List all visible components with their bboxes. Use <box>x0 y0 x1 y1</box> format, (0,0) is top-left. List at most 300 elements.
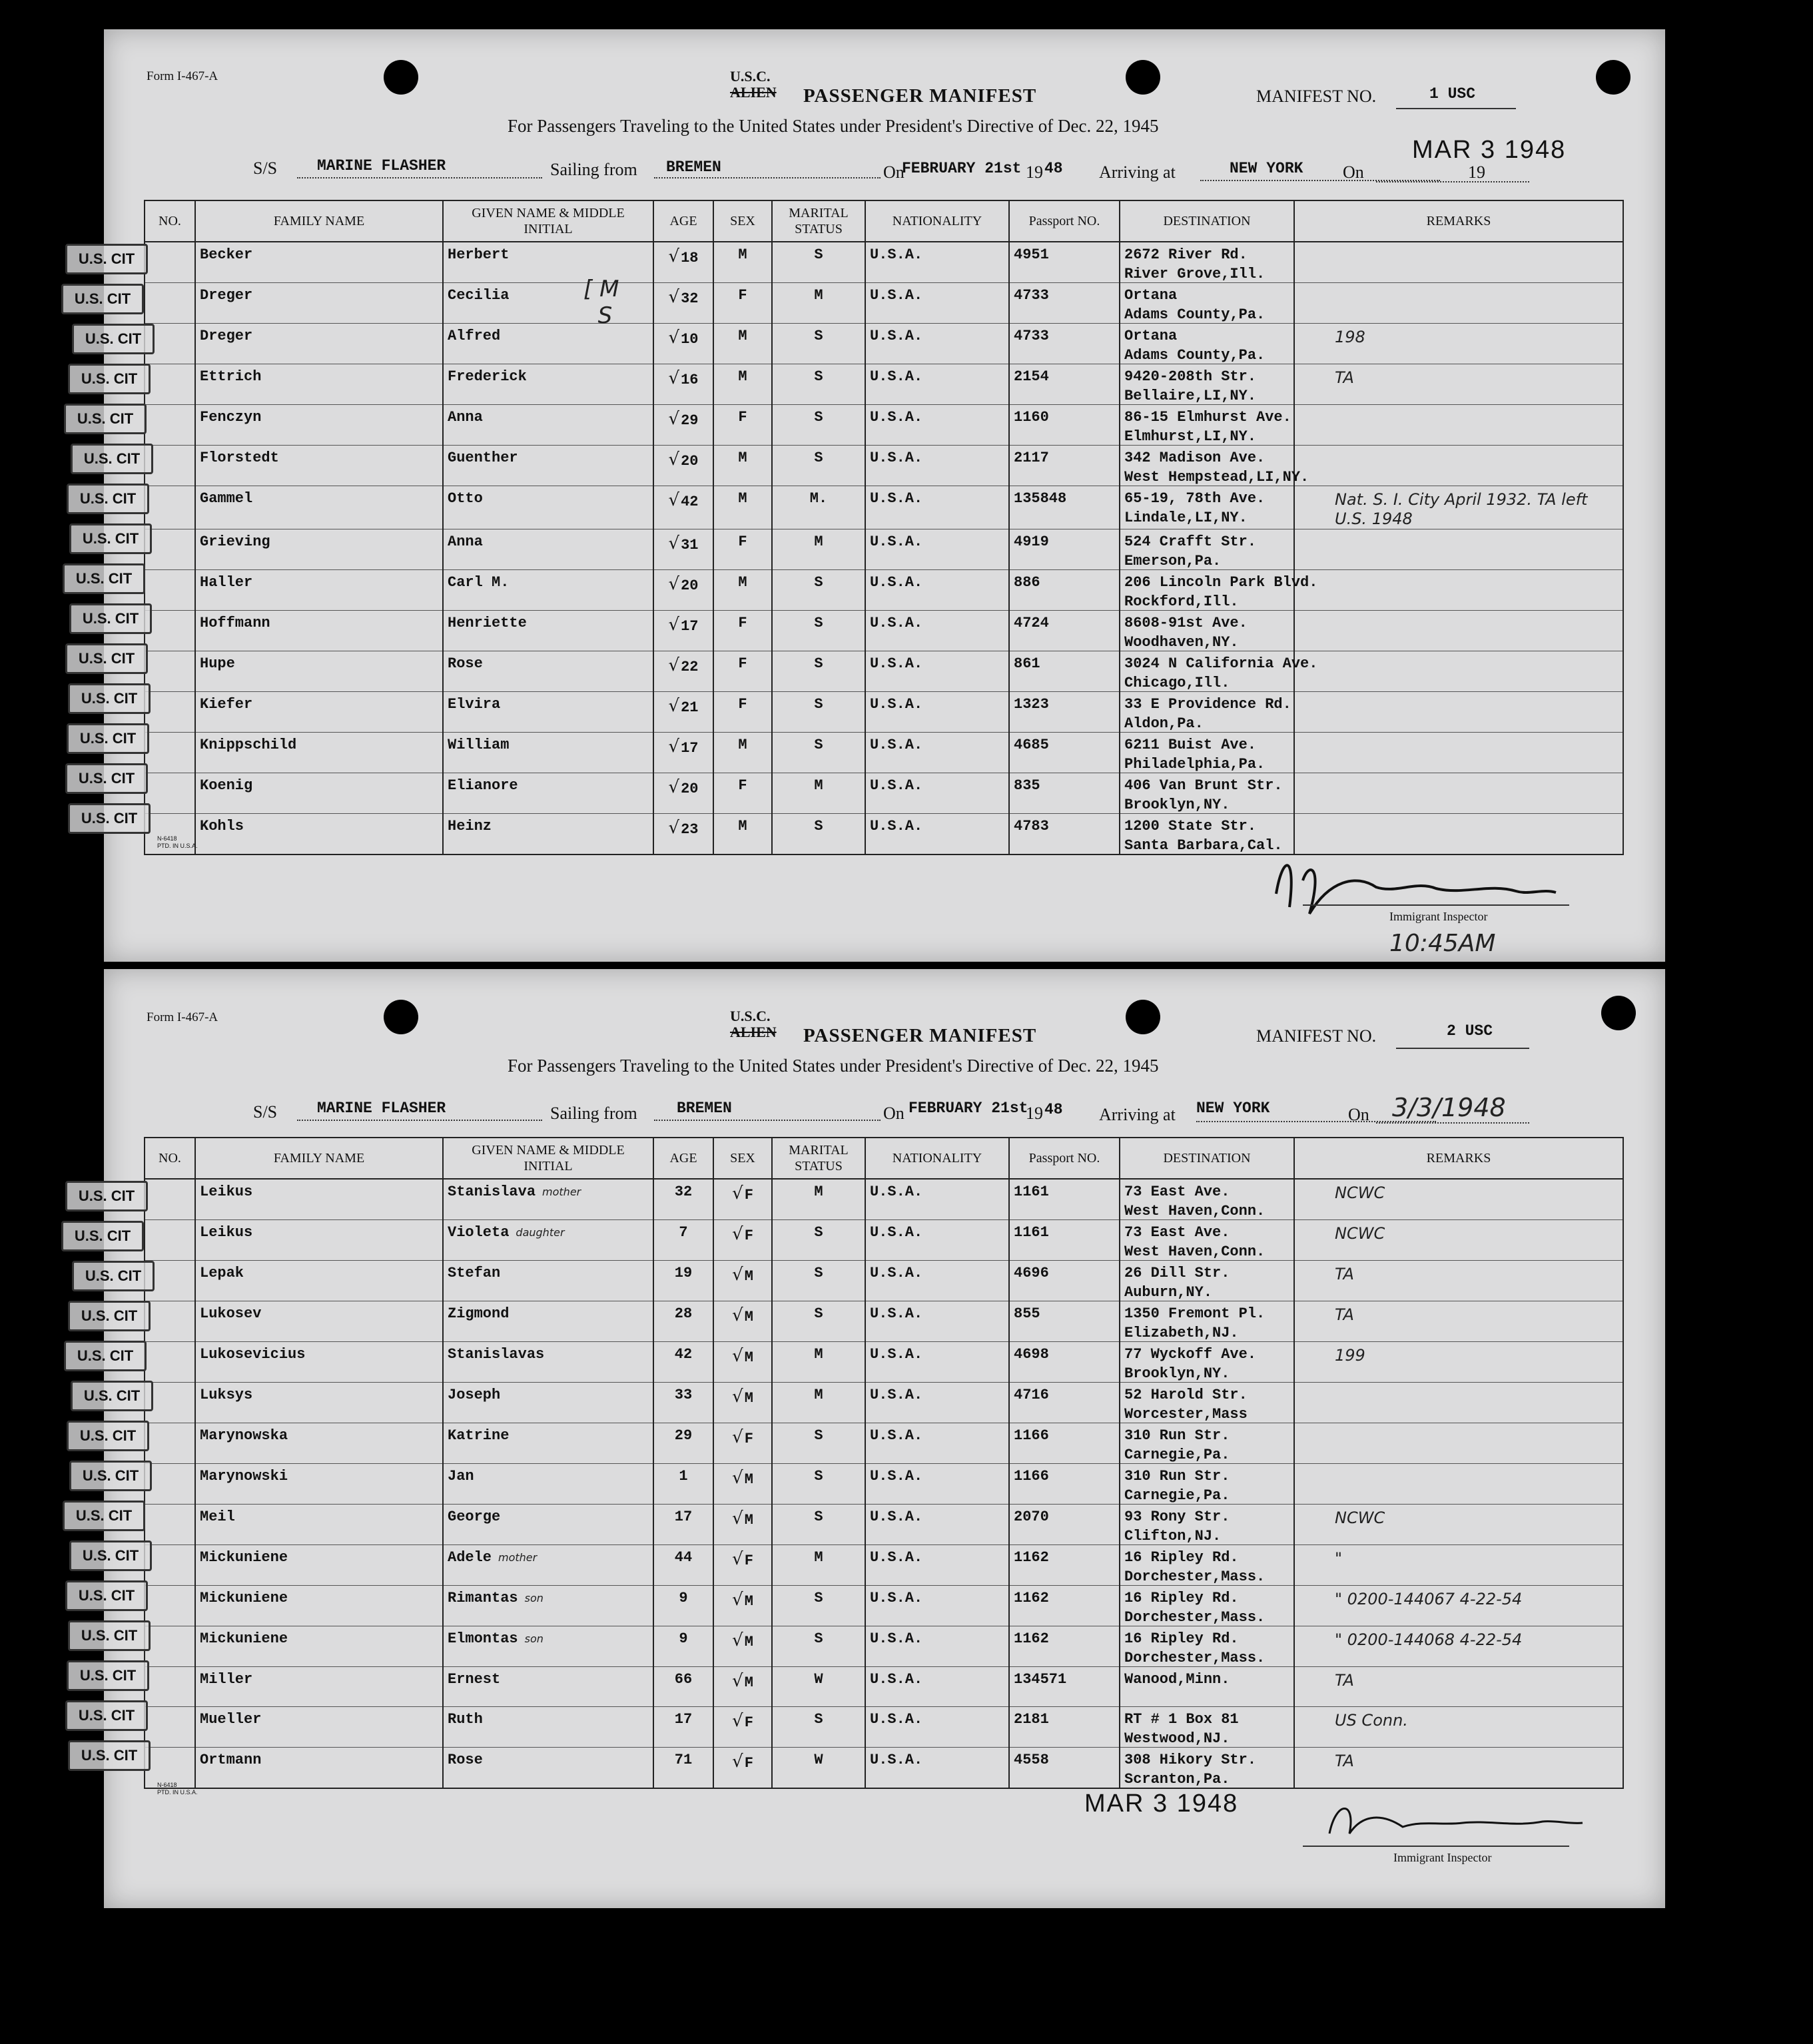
given-name <box>443 651 653 692</box>
given-name-text: George <box>448 1509 501 1525</box>
destination-line-2: Carnegie,Pa. <box>1124 1447 1230 1463</box>
destination <box>1120 611 1294 651</box>
nationality: U.S.A. <box>865 570 1009 611</box>
no-cell <box>145 1545 195 1586</box>
destination-line-1: Ortana <box>1124 287 1178 304</box>
destination-line-2: Elizabeth,NJ. <box>1124 1325 1239 1341</box>
given-name-text: Stanislavas <box>448 1346 545 1363</box>
passport-no: 855 <box>1009 1301 1120 1342</box>
check-mark-icon: √ <box>732 1346 743 1366</box>
marital-status: S <box>772 405 865 446</box>
no-cell <box>145 1707 195 1748</box>
age <box>653 1301 713 1342</box>
no-cell <box>145 364 195 405</box>
age <box>653 1586 713 1626</box>
table-header-row <box>145 200 1623 242</box>
sex-value: F <box>744 1714 753 1731</box>
sex-value: M <box>738 450 747 466</box>
family-name: Kiefer <box>195 692 443 733</box>
family-name: Kohls <box>195 814 443 855</box>
citizen-stamp: U.S. CIT <box>65 1580 148 1611</box>
ship-line <box>297 177 542 178</box>
nationality: U.S.A. <box>865 773 1009 814</box>
age-value: 42 <box>674 1346 693 1363</box>
destination <box>1120 529 1294 570</box>
given-name <box>443 773 653 814</box>
citizen-stamp: U.S. CIT <box>65 244 148 274</box>
arriving-at: NEW YORK <box>1230 160 1303 177</box>
marital-status: S <box>772 1301 865 1342</box>
age <box>653 1179 713 1220</box>
check-mark-icon: √ <box>732 1305 743 1325</box>
passport-no: 4733 <box>1009 324 1120 364</box>
destination-line-1: 1200 State Str. <box>1124 818 1257 835</box>
given-name <box>443 1505 653 1545</box>
sex <box>713 1545 772 1586</box>
marital-status: S <box>772 1586 865 1626</box>
marital-status: S <box>772 446 865 486</box>
table-row <box>145 1626 1623 1667</box>
year-prefix: 19 <box>1026 163 1043 182</box>
sex <box>713 1626 772 1667</box>
citizen-stamp: U.S. CIT <box>67 723 149 754</box>
age-value: 17 <box>674 1509 693 1525</box>
nationality: U.S.A. <box>865 1586 1009 1626</box>
sex-value: F <box>738 409 747 426</box>
citizen-stamp: U.S. CIT <box>63 563 145 594</box>
nationality: U.S.A. <box>865 283 1009 324</box>
destination-line-2: Adams County,Pa. <box>1124 347 1266 364</box>
on-label: On <box>883 163 905 182</box>
family-name: Ettrich <box>195 364 443 405</box>
destination-line-2: Scranton,Pa. <box>1124 1771 1230 1788</box>
table-row <box>145 1383 1623 1423</box>
family-name: Hoffmann <box>195 611 443 651</box>
relation-note: son <box>524 1632 544 1645</box>
sex <box>713 611 772 651</box>
given-name <box>443 364 653 405</box>
remarks-text: TA <box>1335 1671 1354 1690</box>
passport-no: 1162 <box>1009 1545 1120 1586</box>
sailing-from: BREMEN <box>677 1100 732 1117</box>
remarks-text: NCWC <box>1335 1224 1385 1243</box>
sex-value: M <box>744 1349 753 1366</box>
age-value: 7 <box>679 1224 688 1241</box>
sex-value: M <box>738 328 747 344</box>
inspector-signature <box>1303 1794 1609 1847</box>
sex-value: M <box>744 1512 753 1529</box>
age-value: 1 <box>679 1468 688 1485</box>
age <box>653 324 713 364</box>
given-name-text: Henriette <box>448 615 527 631</box>
passport-no: 4716 <box>1009 1383 1120 1423</box>
nationality: U.S.A. <box>865 1423 1009 1464</box>
family-name: Dreger <box>195 324 443 364</box>
marital-status: S <box>772 733 865 773</box>
citizen-stamp: U.S. CIT <box>69 1461 152 1491</box>
given-name <box>443 733 653 773</box>
no-cell <box>145 1179 195 1220</box>
remarks <box>1294 570 1623 611</box>
citizen-stamp: U.S. CIT <box>68 1740 151 1771</box>
arriving-label: Arriving at <box>1099 1105 1176 1124</box>
given-name-text: Stanislava <box>448 1184 536 1200</box>
age <box>653 1220 713 1261</box>
marital-status: W <box>772 1748 865 1789</box>
given-name <box>443 1626 653 1667</box>
citizen-stamp: U.S. CIT <box>67 484 149 514</box>
sex-value: M <box>744 1309 753 1325</box>
given-name <box>443 1545 653 1586</box>
table-row <box>145 733 1623 773</box>
citizen-stamp: U.S. CIT <box>64 404 147 434</box>
sex-value: M <box>738 818 747 835</box>
family-name: Leikus <box>195 1179 443 1220</box>
nationality: U.S.A. <box>865 1707 1009 1748</box>
destination-line-2: Clifton,NJ. <box>1124 1528 1222 1544</box>
sex <box>713 283 772 324</box>
sex-value: F <box>744 1431 753 1447</box>
destination-line-2: Brooklyn,NY. <box>1124 797 1230 813</box>
sex-value: F <box>744 1187 753 1203</box>
destination <box>1120 1505 1294 1545</box>
nationality: U.S.A. <box>865 1301 1009 1342</box>
nationality: U.S.A. <box>865 1383 1009 1423</box>
sex <box>713 529 772 570</box>
destination <box>1120 1667 1294 1707</box>
remarks <box>1294 1342 1623 1383</box>
citizen-stamp: U.S. CIT <box>72 324 155 354</box>
sex-value: F <box>738 655 747 672</box>
sex <box>713 692 772 733</box>
given-name <box>443 1586 653 1626</box>
column-header: Passport NO. <box>1009 1138 1120 1179</box>
destination-line-1: Wanood,Minn. <box>1124 1671 1230 1688</box>
family-name: Florstedt <box>195 446 443 486</box>
check-mark-icon: √ <box>732 1224 743 1244</box>
destination-line-1: Ortana <box>1124 328 1178 344</box>
citizen-stamp: U.S. CIT <box>71 444 153 474</box>
check-mark-icon: √ <box>668 328 680 348</box>
remarks <box>1294 1383 1623 1423</box>
check-mark-icon: √ <box>668 615 680 635</box>
given-name-text: Frederick <box>448 368 527 385</box>
manifest-title: PASSENGER MANIFEST <box>803 1025 1037 1046</box>
given-name <box>443 1301 653 1342</box>
passport-no: 1162 <box>1009 1626 1120 1667</box>
title-usc: U.S.C. <box>730 68 771 85</box>
destination <box>1120 1342 1294 1383</box>
title-struck: ALIEN <box>730 1024 777 1040</box>
column-header: SEX <box>713 200 772 242</box>
passport-no: 4951 <box>1009 242 1120 283</box>
passport-no: 1166 <box>1009 1423 1120 1464</box>
age-value: 29 <box>681 412 699 429</box>
destination-line-2: Dorchester,Mass. <box>1124 1568 1266 1585</box>
destination <box>1120 1707 1294 1748</box>
punch-hole <box>384 60 418 95</box>
given-name <box>443 324 653 364</box>
marital-status: S <box>772 242 865 283</box>
destination <box>1120 1301 1294 1342</box>
destination-line-2: Elmhurst,LI,NY. <box>1124 428 1257 445</box>
passport-no: 4558 <box>1009 1748 1120 1789</box>
citizen-stamp: U.S. CIT <box>68 1301 151 1331</box>
punch-hole <box>1596 60 1631 95</box>
table-row <box>145 364 1623 405</box>
sex <box>713 1383 772 1423</box>
family-name: Ortmann <box>195 1748 443 1789</box>
destination <box>1120 1179 1294 1220</box>
destination <box>1120 1464 1294 1505</box>
nationality: U.S.A. <box>865 486 1009 529</box>
remarks <box>1294 1220 1623 1261</box>
nationality: U.S.A. <box>865 1626 1009 1667</box>
marital-status: M. <box>772 486 865 529</box>
destination <box>1120 1220 1294 1261</box>
no-cell <box>145 692 195 733</box>
column-header: Passport NO. <box>1009 200 1120 242</box>
nationality: U.S.A. <box>865 1464 1009 1505</box>
destination-line-1: 73 East Ave. <box>1124 1224 1230 1241</box>
given-name-text: Joseph <box>448 1387 501 1403</box>
nationality: U.S.A. <box>865 529 1009 570</box>
sex-value: M <box>738 574 747 591</box>
destination-line-1: 342 Madison Ave. <box>1124 450 1266 466</box>
column-header: MARITAL STATUS <box>772 200 865 242</box>
destination-line-1: 33 E Providence Rd. <box>1124 696 1291 713</box>
given-name-text: Guenther <box>448 450 518 466</box>
relation-note: son <box>524 1592 544 1604</box>
given-name <box>443 814 653 855</box>
table-row <box>145 692 1623 733</box>
manifest-title: PASSENGER MANIFEST <box>803 85 1037 107</box>
age-value: 18 <box>681 250 699 266</box>
sex-value: F <box>744 1552 753 1569</box>
destination <box>1120 1423 1294 1464</box>
check-mark-icon: √ <box>668 368 680 388</box>
check-mark-icon: √ <box>732 1590 743 1610</box>
remarks <box>1294 611 1623 651</box>
given-name-text: Anna <box>448 533 483 550</box>
age-value: 44 <box>674 1549 693 1566</box>
arrival-on-label: On <box>1348 1105 1369 1124</box>
destination-line-1: 73 East Ave. <box>1124 1184 1230 1200</box>
destination <box>1120 1586 1294 1626</box>
age-value: 9 <box>679 1590 688 1606</box>
age <box>653 1748 713 1789</box>
age <box>653 1545 713 1586</box>
ship-name: MARINE FLASHER <box>317 1100 446 1117</box>
passport-no: 1161 <box>1009 1179 1120 1220</box>
family-name: Becker <box>195 242 443 283</box>
ship-label: S/S <box>253 1102 278 1122</box>
sex <box>713 1301 772 1342</box>
remarks <box>1294 1748 1623 1789</box>
given-name-text: Katrine <box>448 1427 510 1444</box>
given-name-text: Jan <box>448 1468 474 1485</box>
destination-line-1: 6211 Buist Ave. <box>1124 737 1257 753</box>
age <box>653 446 713 486</box>
passport-no: 1161 <box>1009 1220 1120 1261</box>
passport-no: 4685 <box>1009 733 1120 773</box>
nationality: U.S.A. <box>865 364 1009 405</box>
passport-no: 886 <box>1009 570 1120 611</box>
family-name: Marynowski <box>195 1464 443 1505</box>
nationality: U.S.A. <box>865 651 1009 692</box>
on-label: On <box>883 1104 905 1123</box>
arrival-date: 19 <box>1468 163 1485 182</box>
passport-no: 2154 <box>1009 364 1120 405</box>
age <box>653 733 713 773</box>
table-row <box>145 1342 1623 1383</box>
remarks <box>1294 1707 1623 1748</box>
arrival-date: 3/3/1948 <box>1392 1093 1506 1122</box>
citizen-stamp: U.S. CIT <box>71 1381 153 1411</box>
table-row <box>145 1179 1623 1220</box>
marital-status: S <box>772 692 865 733</box>
marital-status: W <box>772 1667 865 1707</box>
destination <box>1120 1545 1294 1586</box>
no-cell <box>145 1626 195 1667</box>
table-row <box>145 529 1623 570</box>
inspector-label: Immigrant Inspector <box>1389 910 1488 923</box>
family-name: Luksys <box>195 1383 443 1423</box>
sex <box>713 1220 772 1261</box>
given-name-text: Violeta <box>448 1224 510 1241</box>
citizen-stamp: U.S. CIT <box>68 803 151 834</box>
passport-no: 134571 <box>1009 1667 1120 1707</box>
table-row <box>145 1220 1623 1261</box>
family-name: Miller <box>195 1667 443 1707</box>
marital-status: M <box>772 1179 865 1220</box>
sex <box>713 486 772 529</box>
relation-note: daughter <box>516 1226 565 1239</box>
table-row <box>145 405 1623 446</box>
destination-line-2: West Haven,Conn. <box>1124 1243 1266 1260</box>
family-name: Lepak <box>195 1261 443 1301</box>
given-name-text: Carl M. <box>448 574 510 591</box>
destination-line-1: 3024 N California Ave. <box>1124 655 1318 672</box>
citizen-stamp: U.S. CIT <box>63 1501 145 1531</box>
family-name: Haller <box>195 570 443 611</box>
destination-line-2: West Haven,Conn. <box>1124 1203 1266 1219</box>
given-name <box>443 1423 653 1464</box>
bracket-note: [ M S <box>583 276 619 329</box>
table-row <box>145 242 1623 283</box>
marital-status: M <box>772 529 865 570</box>
check-mark-icon: √ <box>668 655 680 675</box>
family-name: Hupe <box>195 651 443 692</box>
marital-status: S <box>772 1423 865 1464</box>
remarks <box>1294 1667 1623 1707</box>
passport-no: 2070 <box>1009 1505 1120 1545</box>
marital-status: S <box>772 651 865 692</box>
given-name <box>443 1342 653 1383</box>
given-name-text: Zigmond <box>448 1305 510 1322</box>
no-cell <box>145 611 195 651</box>
destination <box>1120 486 1294 529</box>
destination-line-1: 524 Crafft Str. <box>1124 533 1257 550</box>
age-value: 32 <box>674 1184 693 1200</box>
citizen-stamp: U.S. CIT <box>64 1341 147 1371</box>
table-row <box>145 486 1623 529</box>
age <box>653 651 713 692</box>
passenger-table <box>144 1137 1624 1789</box>
destination-line-1: 9420-208th Str. <box>1124 368 1257 385</box>
received-stamp: MAR 3 1948 <box>1084 1790 1239 1818</box>
nationality: U.S.A. <box>865 324 1009 364</box>
destination-line-2: West Hempstead,LI,NY. <box>1124 469 1309 486</box>
column-header: SEX <box>713 1138 772 1179</box>
nationality: U.S.A. <box>865 446 1009 486</box>
remarks <box>1294 405 1623 446</box>
given-name-text: Elvira <box>448 696 501 713</box>
sex-value: M <box>738 368 747 385</box>
given-name <box>443 1464 653 1505</box>
destination-line-2: Woodhaven,NY. <box>1124 634 1239 651</box>
year-prefix: 19 <box>1026 1104 1043 1123</box>
destination <box>1120 1626 1294 1667</box>
column-header: GIVEN NAME & MIDDLE INITIAL <box>443 1138 653 1179</box>
age-value: 19 <box>674 1265 693 1281</box>
nationality: U.S.A. <box>865 733 1009 773</box>
citizen-stamp: U.S. CIT <box>61 284 144 314</box>
no-cell <box>145 242 195 283</box>
column-header: NATIONALITY <box>865 1138 1009 1179</box>
sex <box>713 1505 772 1545</box>
check-mark-icon: √ <box>668 574 680 594</box>
sex <box>713 814 772 855</box>
family-name: Mueller <box>195 1707 443 1748</box>
given-name-text: Otto <box>448 490 483 507</box>
sex <box>713 1748 772 1789</box>
sailing-label: Sailing from <box>550 1104 637 1123</box>
passport-no: 1166 <box>1009 1464 1120 1505</box>
age <box>653 814 713 855</box>
destination-line-2: Brooklyn,NY. <box>1124 1365 1230 1382</box>
destination <box>1120 651 1318 692</box>
given-name-text: Rimantas <box>448 1590 518 1606</box>
manifest-no: 2 USC <box>1447 1022 1493 1040</box>
check-mark-icon: √ <box>732 1671 743 1691</box>
marital-status: M <box>772 1342 865 1383</box>
passport-no: 4696 <box>1009 1261 1120 1301</box>
marital-status: S <box>772 814 865 855</box>
received-stamp: MAR 3 1948 <box>1412 136 1567 164</box>
table-row <box>145 324 1623 364</box>
check-mark-icon: √ <box>668 490 680 510</box>
given-name-text: Elmontas <box>448 1630 518 1647</box>
age-value: 20 <box>681 781 699 797</box>
age <box>653 486 713 529</box>
sex-value: F <box>738 287 747 304</box>
sex <box>713 1586 772 1626</box>
table-row <box>145 570 1623 611</box>
table-header-row <box>145 1138 1623 1179</box>
marital-status: M <box>772 1383 865 1423</box>
destination-line-2: Adams County,Pa. <box>1124 306 1266 323</box>
nationality: U.S.A. <box>865 1342 1009 1383</box>
manifest-sheet-2 <box>74 969 1665 1908</box>
remarks-text: TA <box>1335 1752 1354 1770</box>
marital-status: S <box>772 1707 865 1748</box>
family-name: Lukosev <box>195 1301 443 1342</box>
destination-line-1: 2672 River Rd. <box>1124 246 1248 263</box>
given-name <box>443 1220 653 1261</box>
sex <box>713 1707 772 1748</box>
column-header: REMARKS <box>1294 200 1623 242</box>
